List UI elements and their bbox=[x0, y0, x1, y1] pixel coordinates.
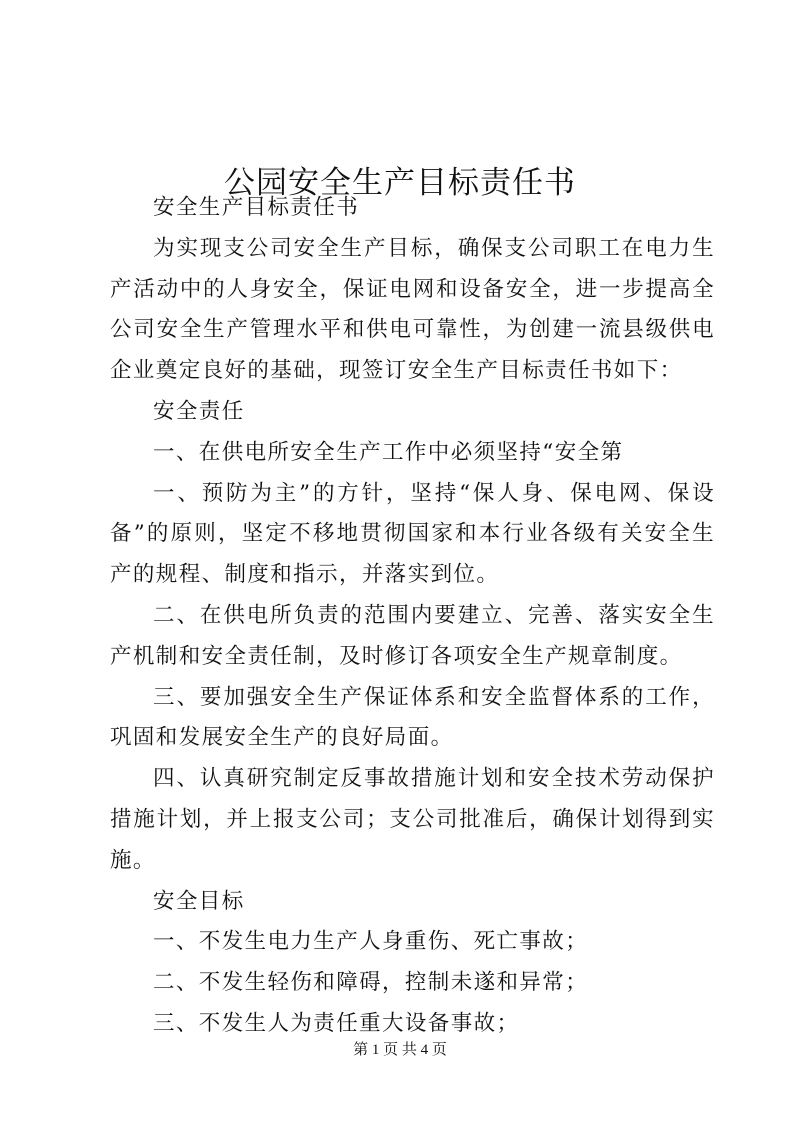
section-heading-safety-goals: 安全目标 bbox=[153, 888, 245, 914]
paragraph-responsibility-1b: 一、预防为主”的方针，坚持“保人身、保电网、保设备”的原则，坚定不移地贯彻国家和本行业各级有关安全生产的规程、制度和指示，并落实到位。 bbox=[110, 480, 715, 588]
paragraph-goal-1: 一、不发生电力生产人身重伤、死亡事故； bbox=[153, 929, 589, 955]
document-body bbox=[110, 188, 715, 1045]
paragraph-responsibility-2: 二、在供电所负责的范围内要建立、完善、落实安全生产机制和安全责任制，及时修订各项安全生产规章制度。 bbox=[110, 602, 715, 669]
paragraph-responsibility-1a: 一、在供电所安全生产工作中必须坚持“安全第 bbox=[153, 439, 624, 465]
document-title: 公园安全生产目标责任书 bbox=[224, 164, 576, 201]
paragraph-intro: 为实现支公司安全生产目标，确保支公司职工在电力生产活动中的人身安全，保证电网和设备安全，进一步提高全公司安全生产管理水平和供电可靠性，为创建一流县级供电企业奠定良好的基础，现签订安全生产目标责任书如下： bbox=[110, 235, 715, 384]
paragraph-responsibility-4: 四、认真研究制定反事故措施计划和安全技术劳动保护措施计划，并上报支公司；支公司批准后，确保计划得到实施。 bbox=[110, 766, 715, 873]
section-heading-safety-responsibility: 安全责任 bbox=[153, 398, 245, 424]
paragraph-goal-3: 三、不发生人为责任重大设备事故； bbox=[153, 1010, 520, 1036]
paragraph-subtitle: 安全生产目标责任书 bbox=[153, 195, 360, 220]
page-footer: 第 1 页 共 4 页 bbox=[353, 1042, 447, 1058]
paragraph-goal-2: 二、不发生轻伤和障碍，控制未遂和异常； bbox=[153, 970, 589, 996]
paragraph-responsibility-3: 三、要加强安全生产保证体系和安全监督体系的工作，巩固和发展安全生产的良好局面。 bbox=[110, 684, 715, 751]
